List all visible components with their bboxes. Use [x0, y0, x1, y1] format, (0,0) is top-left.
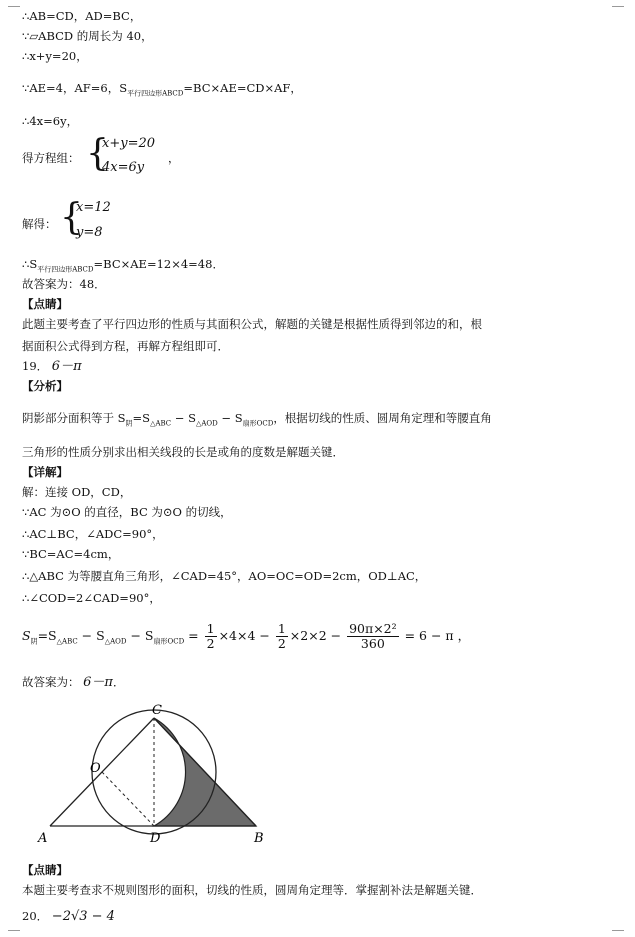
text-line	[22, 80, 302, 101]
formula-segment: =	[184, 628, 203, 643]
text-line: ∵BC=AC=4cm，	[22, 547, 120, 561]
text-segment: ∵AE=4，AF=6，S	[22, 81, 128, 95]
text-line: ∴△ABC 为等腰直角三角形，∠CAD=45°，AO=OC=OD=2cm，OD⊥AC，	[22, 569, 427, 583]
text-segment: − S	[171, 411, 196, 425]
subscript: 阴	[125, 419, 133, 428]
fraction-denominator: 360	[360, 636, 385, 651]
section-heading: 【点睛】	[22, 863, 68, 877]
text-line: 此题主要考查了平行四边形的性质与其面积公式，解题的关键是根据性质得到邻边的和，根	[22, 317, 482, 331]
fraction-numerator: 90π×2²	[349, 621, 397, 636]
text-line: ∵▱ABCD 的周长为 40，	[22, 29, 153, 43]
point-label-d: D	[150, 831, 161, 846]
text-line: ∵AC 为⊙O 的直径，BC 为⊙O 的切线，	[22, 505, 232, 519]
question-number: 20．	[22, 909, 49, 923]
crop-mark-top-right	[612, 6, 624, 7]
text-line	[22, 256, 224, 277]
answer-value: −2√3 − 4	[51, 909, 115, 924]
text-line	[22, 410, 492, 431]
point-label-o: O	[90, 761, 101, 776]
formula-segment: = 6 − π ，	[400, 628, 471, 643]
formula-segment: S	[22, 628, 31, 643]
question-number: 19．	[22, 359, 49, 373]
text-segment: =S	[132, 411, 151, 425]
equation-row: x=12	[76, 200, 111, 215]
text-line: ∴4x=6y，	[22, 114, 79, 128]
formula-segment: =S	[37, 628, 57, 643]
text-line: ∴AB=CD，AD=BC，	[22, 9, 142, 23]
text-line: 本题主要考查求不规则图形的面积，切线的性质，圆周角定理等．掌握割补法是解题关键．	[22, 883, 482, 897]
formula-segment: − S	[126, 628, 154, 643]
subscript: △ABC	[56, 637, 78, 646]
fraction-denominator: 2	[206, 636, 215, 651]
answer-label: 故答案为：	[22, 675, 80, 689]
crop-mark-bottom-right	[612, 930, 624, 931]
text-line: 三角形的性质分别求出相关线段的长是或角的度数是解题关键．	[22, 445, 344, 459]
subscript: △AOD	[104, 637, 127, 646]
equation-row: y=8	[76, 225, 103, 240]
section-heading: 【分析】	[22, 379, 68, 393]
system-label: 解得：	[22, 217, 57, 231]
fraction	[347, 622, 399, 651]
text-segment: =BC×AE=CD×AF，	[183, 81, 302, 95]
answer-line	[22, 674, 124, 691]
subscript: 平行四边形ABCD	[37, 265, 94, 274]
formula-segment: ×2×2 −	[289, 628, 346, 643]
text-segment: 阴影部分面积等于 S	[22, 411, 126, 425]
formula-segment: − S	[77, 628, 105, 643]
answer-line	[22, 908, 115, 925]
text-line: ∴∠COD=2∠CAD=90°，	[22, 591, 161, 605]
system-label: 得方程组：	[22, 151, 80, 165]
text-segment: =BC×AE=12×4=48．	[93, 257, 224, 271]
text-line: 据面积公式得到方程，再解方程组即可．	[22, 339, 229, 353]
formula-line	[22, 622, 470, 653]
subscript: 扇形OCD	[242, 419, 274, 428]
point-label-a: A	[38, 831, 48, 846]
equation-row: 4x=6y	[102, 160, 145, 175]
left-brace: {	[60, 197, 83, 238]
text-line: 故答案为：48．	[22, 277, 106, 291]
subscript: △ABC	[150, 419, 172, 428]
point-label-c: C	[152, 703, 162, 718]
answer-line	[22, 358, 82, 375]
section-heading: 【点睛】	[22, 297, 68, 311]
crop-mark-top-left	[8, 6, 20, 7]
point-label-b: B	[254, 831, 264, 846]
subscript: 平行四边形ABCD	[127, 89, 184, 98]
fraction-denominator: 2	[277, 636, 286, 651]
answer-value: 6－π	[83, 675, 113, 690]
fraction	[276, 622, 288, 651]
text-segment: ∴S	[22, 257, 38, 271]
text-line: ∴x+y=20，	[22, 49, 88, 63]
answer-value: 6－π	[51, 359, 82, 374]
text-segment: ，根据切线的性质、圆周角定理和等腰直角	[273, 411, 492, 425]
text-segment: − S	[217, 411, 243, 425]
crop-mark-bottom-left	[8, 930, 20, 931]
fraction	[205, 622, 217, 651]
text-line: 解：连接 OD，CD，	[22, 485, 132, 499]
equation-row: x+y=20	[102, 136, 156, 151]
subscript: 扇形OCD	[153, 637, 185, 646]
subscript: 阴	[30, 637, 38, 646]
subscript: △AOD	[195, 419, 218, 428]
formula-segment: ×4×4 −	[218, 628, 274, 643]
text-line: ∴AC⊥BC，∠ADC=90°，	[22, 527, 164, 541]
fraction-numerator: 1	[277, 621, 286, 636]
geometry-figure	[28, 702, 298, 852]
segment-od-dashed	[102, 772, 154, 826]
text-segment: ，	[168, 151, 180, 165]
left-brace: {	[86, 133, 109, 174]
section-heading: 【详解】	[22, 465, 68, 479]
fraction-numerator: 1	[206, 621, 215, 636]
text-segment: ．	[112, 675, 125, 689]
